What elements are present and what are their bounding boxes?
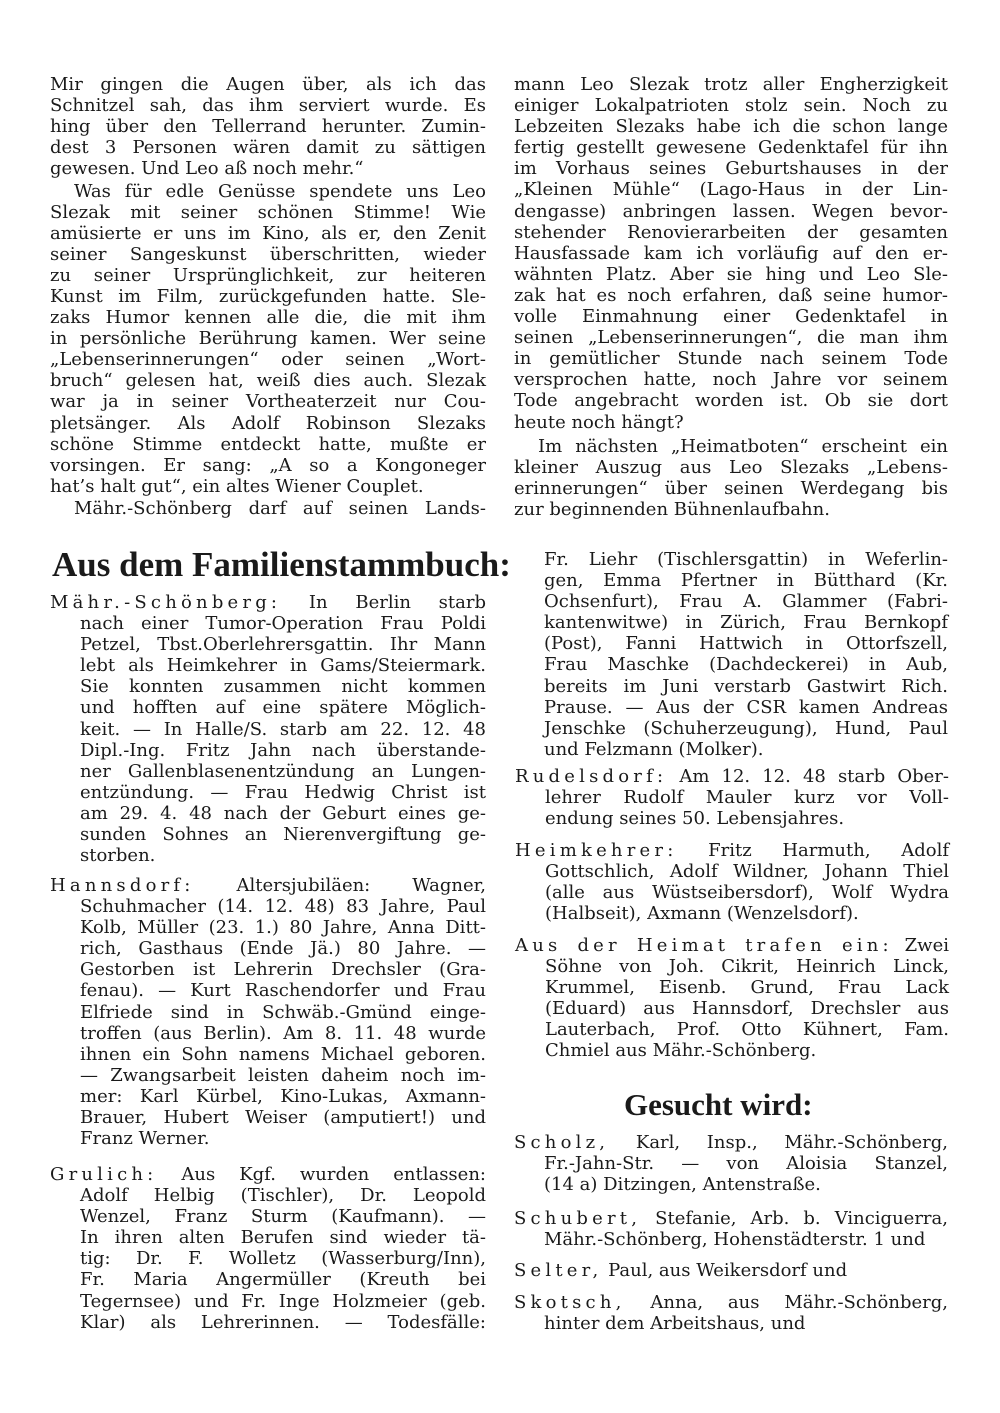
text-line: volle Einmahnung einer Gedenktafel in — [514, 306, 948, 328]
entry-label: Selter, — [514, 1260, 603, 1281]
text-line: endung seines 50. Lebensjahres. — [545, 808, 845, 830]
text-line: Dipl.-Ing. Fritz Jahn nach überstande- — [80, 739, 486, 761]
text-line: Sie konnten zusammen nicht kommen — [80, 676, 486, 698]
entry — [515, 840, 949, 924]
text-line: Elfriede sind in Schwäb.-Gmünd einge- — [80, 1001, 486, 1023]
entry-text: In Berlin starb — [308, 592, 486, 613]
entry-text: Zwei — [904, 935, 949, 956]
text-line: zur beginnenden Bühnenlaufbahn. — [514, 498, 830, 520]
text-line: mann Leo Slezak trotz aller Engherzigkeit — [514, 74, 948, 95]
text-line: ihnen ein Sohn namens Michael geboren. — [80, 1043, 486, 1065]
entry — [50, 592, 486, 866]
entry — [50, 875, 486, 1149]
text-line: Schnitzel sah, das ihm serviert wurde. Es — [50, 95, 486, 117]
text-line: im Vorhaus seines Geburtshauses in der — [514, 158, 948, 180]
text-line: seiner Sangeskunst überschritten, wieder — [50, 243, 486, 265]
text-line: war ja in seiner Vortheaterzeit nur Cou- — [50, 391, 486, 413]
text-line: Lauterbach, Prof. Otto Kühnert, Fam. — [545, 1019, 949, 1041]
text-line: Prause. — Aus der CSR kamen Andreas — [544, 696, 948, 718]
text-line: Slezak mit seiner schönen Stimme! Wie — [50, 201, 486, 223]
text-line: pletsänger. Als Adolf Robinson Slezaks — [50, 412, 486, 434]
text-line: Gestorben ist Lehrerin Drechsler (Gra- — [80, 959, 486, 981]
text-line: hat’s halt gut“, ein altes Wiener Couplet. — [50, 475, 424, 497]
text-line: Kolb, Müller (23. 1.) 80 Jahre, Anna Ditt- — [80, 917, 486, 939]
text-line: stehender Renovierarbeiten der gesamten — [514, 221, 948, 243]
text-line: (Halbseit), Axmann (Wenzelsdorf). — [545, 903, 859, 925]
text-line — [514, 1292, 948, 1313]
entry-label: Scholz, — [514, 1132, 610, 1153]
text-line: dest 3 Personen wären damit zu sättigen — [50, 137, 486, 159]
entry-text: Aus Kgf. wurden entlassen: — [181, 1164, 486, 1185]
text-line: (Post), Fanni Hattwich in Ottorfszell, — [544, 633, 948, 655]
text-line: Franz Werner. — [80, 1128, 210, 1150]
text-line: Krummel, Eisenb. Grund, Frau Lack — [545, 977, 949, 999]
text-line: schöne Stimme entdeckt hatte, mußte er — [50, 433, 486, 455]
text-line: Söhne von Joh. Cikrit, Heinrich Linck, — [545, 956, 949, 978]
text-line: Mähr.-Schönberg, Hohenstädterstr. 1 und — [544, 1229, 926, 1251]
text-line: Adolf Helbig (Tischler), Dr. Leopold — [80, 1185, 486, 1207]
text-line: am 29. 4. 48 nach der Geburt eines ge- — [80, 802, 486, 824]
text-line: storben. — [80, 845, 156, 867]
text-line: Fr. Liehr (Tischlersgattin) in Weferlin- — [544, 549, 948, 570]
text-line: (Eduard) aus Hannsdorf, Drechsler aus — [545, 998, 949, 1020]
text-line: heute noch hängt? — [514, 411, 684, 433]
text-line — [50, 875, 486, 896]
text-line: Hausfassade kam ich vorläufig auf den er- — [514, 242, 948, 264]
text-line: dengasse) anbringen lassen. Wegen bevor- — [514, 200, 948, 222]
text-line: Brauer, Hubert Weiser (amputiert!) und — [80, 1107, 486, 1129]
paragraph — [514, 74, 948, 433]
text-line: Fr.-Jahn-Str. — von Aloisia Stanzel, — [544, 1153, 948, 1175]
entry-label: Aus der Heimat trafen ein: — [515, 935, 893, 956]
text-line: seinen „Lebenserinnerungen“, die man ihm — [514, 327, 948, 349]
text-line: ner Gallenblasenentzündung an Lungen- — [80, 760, 486, 782]
text-line: Mir gingen die Augen über, als ich das — [50, 74, 486, 95]
text-line: Chmiel aus Mähr.-Schönberg. — [545, 1040, 817, 1062]
section-heading: Aus dem Familienstammbuch: — [52, 545, 511, 584]
text-line — [50, 1164, 486, 1185]
text-line: Lebzeiten Slezaks habe ich die schon lange — [514, 116, 948, 138]
entry-text: Anna, aus Mähr.-Schönberg, — [650, 1292, 948, 1313]
text-line: hing über den Tellerrand herunter. Zumin- — [50, 116, 486, 138]
text-line: Petzel, Tbst.Oberlehrersgattin. Ihr Mann — [80, 634, 486, 656]
entry — [514, 1132, 948, 1195]
text-line: wähnten Platz. Aber sie hing und Leo Sle- — [514, 263, 948, 285]
text-line — [514, 1208, 948, 1229]
text-line: gewesen. Und Leo aß noch mehr.“ — [50, 158, 364, 180]
text-line: „Kleinen Mühle“ (Lago-Haus in der Lin- — [514, 179, 948, 201]
entry-text: Stefanie, Arb. b. Vinciguerra, — [655, 1208, 948, 1229]
text-line: sunden Sohnes an Nierenvergiftung ge- — [80, 824, 486, 846]
entry — [514, 1260, 948, 1281]
entry-label: Heimkehrer: — [515, 840, 678, 861]
text-line: zu seiner Ursprünglichkeit, zur heiteren — [50, 264, 486, 286]
text-line — [50, 592, 486, 613]
entry — [514, 1208, 948, 1250]
entry-text: Paul, aus Weikersdorf und — [608, 1260, 848, 1281]
paragraph — [50, 181, 486, 497]
text-line: (alle aus Wüstseibersdorf), Wolf Wydra — [545, 882, 949, 904]
text-line: bereits im Juni verstarb Gastwirt Rich. — [544, 675, 948, 697]
text-line: Kunst im Film, zurückgefunden hatte. Sle- — [50, 285, 486, 307]
text-line: Schuhmacher (14. 12. 48) 83 Jahre, Paul — [80, 896, 486, 918]
entry-text: Am 12. 12. 48 starb Ober- — [679, 766, 949, 787]
text-line: Tode angebracht worden ist. Ob sie dort — [514, 390, 948, 412]
text-line: — Zwangsarbeit leisten daheim noch im- — [80, 1064, 486, 1086]
text-line: in persönliche Berührung kamen. Wer seine — [50, 328, 486, 350]
text-line: rich, Gasthaus (Ende Jä.) 80 Jahre. — — [80, 938, 486, 960]
text-line: Tegernsee) und Fr. Inge Holzmeier (geb. — [80, 1290, 486, 1312]
entry-label: Hannsdorf: — [50, 875, 195, 896]
text-line: Was für edle Genüsse spendete uns Leo — [74, 180, 486, 202]
text-line: bruch“ gelesen hat, weiß dies auch. Slezak — [50, 370, 486, 392]
text-line: entzündung. — Frau Hedwig Christ ist — [80, 781, 486, 803]
text-line: keit. — In Halle/S. starb am 22. 12. 48 — [80, 718, 486, 740]
text-line — [514, 1132, 948, 1153]
text-line: Frau Maschke (Dachdeckerei) in Aub, — [544, 654, 948, 676]
entry-label: Mähr.-Schönberg: — [50, 592, 282, 613]
text-line: Mähr.-Schönberg darf auf seinen Lands- — [74, 498, 486, 519]
text-line: Fr. Maria Angermüller (Kreuth bei — [80, 1269, 486, 1291]
text-line: zak hat es noch erfahren, daß seine humor- — [514, 284, 948, 306]
text-line: vorsingen. Er sang: „A so a Kongoneger — [50, 454, 486, 476]
entry-text: Altersjubiläen: Wagner, — [236, 875, 486, 896]
entry-label: Skotsch, — [514, 1292, 626, 1313]
section-heading: Gesucht wird: — [624, 1087, 813, 1122]
text-line: gen, Emma Pfertner in Bütthard (Kr. — [544, 570, 948, 592]
text-line: Gottschlich, Adolf Wildner, Johann Thiel — [545, 861, 949, 883]
text-line: erinnerungen“ über seinen Werdegang bis — [514, 477, 948, 499]
paragraph — [50, 498, 486, 519]
text-line: einiger Lokalpatrioten stolz sein. Noch zu — [514, 95, 948, 117]
text-line: und Felzmann (Molker). — [544, 738, 764, 760]
entry-label: Schubert, — [514, 1208, 642, 1229]
text-line: Wenzel, Franz Sturm (Kaufmann). — — [80, 1206, 486, 1228]
text-line: Im nächsten „Heimatboten“ erscheint ein — [538, 435, 948, 457]
entry-label: Grulich: — [50, 1164, 158, 1185]
text-line: zaks Humor kennen alle die, die mit ihm — [50, 307, 486, 329]
text-line: mer: Karl Kürbel, Kino-Lukas, Axmann- — [80, 1085, 486, 1107]
text-line: troffen (aus Berlin). Am 8. 11. 48 wurde — [80, 1022, 486, 1044]
text-line — [515, 840, 949, 861]
entry-text: Karl, Insp., Mähr.-Schönberg, — [635, 1132, 948, 1153]
text-line: nach einer Tumor-Operation Frau Poldi — [80, 613, 486, 635]
text-line: lehrer Rudolf Mauler kurz vor Voll- — [545, 787, 949, 809]
text-line: Klar) als Lehrerinnen. — Todesfälle: — [80, 1311, 486, 1333]
text-line: (14 a) Ditzingen, Antenstraße. — [544, 1174, 821, 1196]
text-line: versprochen hatte, noch Jahre vor seinem — [514, 369, 948, 391]
text-line: Jenschke (Schuherzeugung), Hund, Paul — [544, 717, 948, 739]
paragraph — [50, 74, 486, 179]
text-line: kleiner Auszug aus Leo Slezaks „Lebens- — [514, 456, 948, 478]
text-line: fenau). — Kurt Raschendorfer und Frau — [80, 980, 486, 1002]
text-line — [514, 1260, 948, 1281]
text-line: In ihren alten Berufen sind wieder tä- — [80, 1227, 486, 1249]
text-line: hinter dem Arbeitshaus, und — [544, 1313, 806, 1335]
text-line: Ochsenfurt), Frau A. Glammer (Fabri- — [544, 591, 948, 613]
paragraph — [514, 436, 948, 520]
text-line: „Lebenserinnerungen“ oder seinen „Wort- — [50, 349, 486, 371]
entry — [514, 549, 948, 760]
entry-label: Rudelsdorf: — [515, 766, 668, 787]
text-line: kantenwitwe) in Zürich, Frau Bernkopf — [544, 612, 948, 634]
entry — [515, 766, 949, 829]
text-line: in gemütlicher Stunde nach seinem Tode — [514, 348, 948, 370]
text-line: und hofften auf eine spätere Möglich- — [80, 697, 486, 719]
text-line — [515, 766, 949, 787]
entry-text: Fritz Harmuth, Adolf — [708, 840, 949, 861]
text-line: tig: Dr. F. Wolletz (Wasserburg/Inn), — [80, 1248, 486, 1270]
entry — [50, 1164, 486, 1333]
text-line: lebt als Heimkehrer in Gams/Steiermark. — [80, 655, 486, 677]
text-line: fertig gestellt gewesene Gedenktafel für ihn — [514, 137, 948, 159]
text-line: amüsierte er uns im Kino, als er, den Zenit — [50, 222, 486, 244]
entry — [515, 935, 949, 1062]
entry — [514, 1292, 948, 1334]
text-line — [515, 935, 949, 956]
